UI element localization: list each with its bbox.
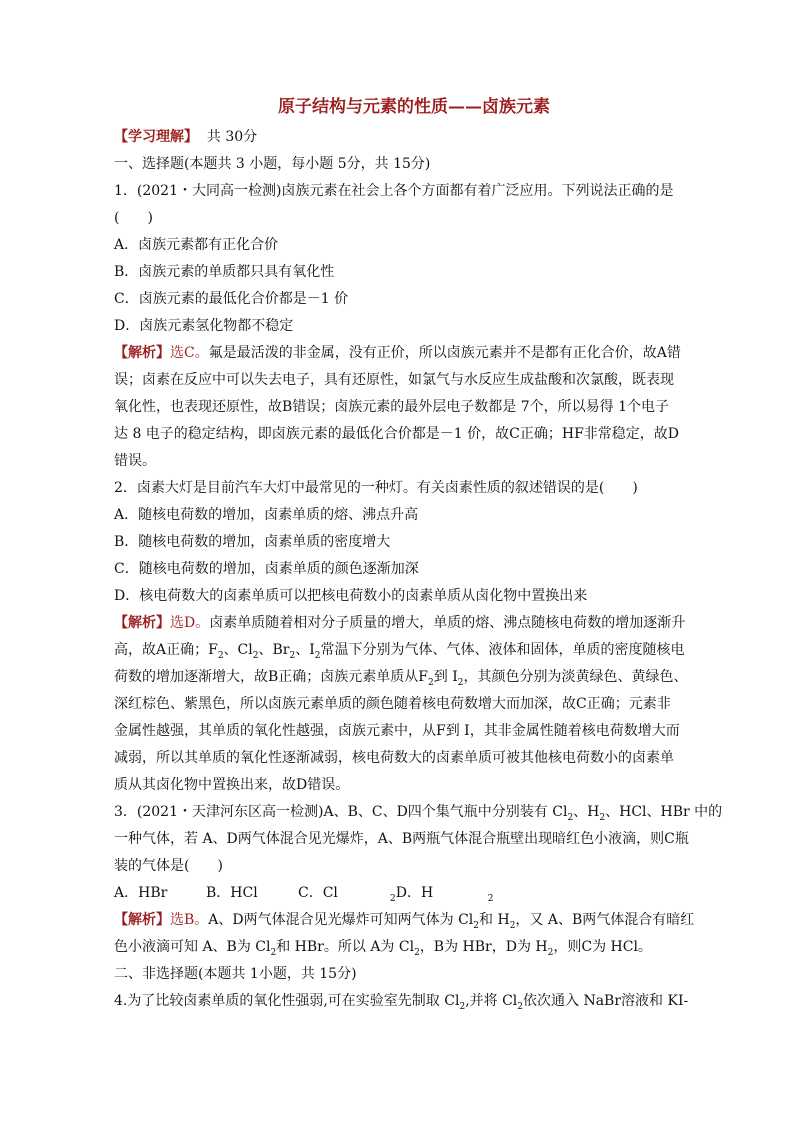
page-title: 原子结构与元素的性质——卤族元素 — [278, 97, 550, 117]
q3-answer: 选B。 — [170, 912, 209, 928]
q1-expl-line-5: 错误。 — [114, 453, 156, 469]
subscript: 2 — [487, 893, 494, 904]
subscript: 2 — [473, 920, 480, 931]
q3-expl-line-2 — [114, 934, 684, 961]
q1-option-d: D．卤族元素氢化物都不稳定 — [114, 318, 294, 334]
q2-option-d: D．核电荷数大的卤素单质可以把核电荷数小的卤素单质从卤化物中置换出来 — [114, 588, 588, 604]
q3-option-a: A．HBr — [114, 885, 168, 901]
q3-option-d-text: D．H — [395, 885, 434, 901]
q1-explanation-line — [114, 340, 684, 367]
q3-stem-line-3: 装的气体是( ) — [114, 858, 223, 874]
q2-expl-seg: 高，故A正确；F — [114, 642, 218, 658]
q3-stem-seg: 3．(2021・天津河东区高一检测)A、B、C、D四个集气瓶中分别装有 Cl — [114, 804, 568, 820]
q2-expl-line-2 — [114, 637, 684, 664]
q2-option-a: A．随核电荷数的增加，卤素单质的熔、沸点升高 — [114, 507, 419, 523]
q3-stem-seg: 、HCl、HBr 中的 — [605, 804, 723, 820]
q2-expl-line-5: 金属性越强，其单质的氧化性越强，卤族元素中，从F到 I，其非金属性随着核电荷数增大而 — [114, 723, 680, 739]
section-tag: 【学习理解】 — [114, 129, 198, 145]
q1-expl-text: 氟是最活泼的非金属，没有正价，所以卤族元素并不是都有正化合价，故A错 — [208, 345, 681, 361]
q2-expl-seg: 、I — [295, 642, 315, 658]
subscript: 2 — [217, 650, 224, 661]
q1-option-b: B．卤族元素的单质都只具有氧化性 — [114, 264, 335, 280]
q3-option-d — [396, 880, 494, 907]
subscript: 2 — [414, 947, 420, 958]
q1-expl-line-4: 达 8 电子的稳定结构，即卤族元素的最低化合价都是－1 价，故C正确；HF非常稳定，故D — [114, 426, 680, 442]
subscript: 2 — [459, 1001, 466, 1012]
q4-stem-seg: 4.为了比较卤素单质的氧化性强弱,可在实验室先制取 Cl — [114, 993, 460, 1009]
subscript: 2 — [599, 812, 606, 823]
explanation-tag: 【解析】 — [114, 345, 170, 361]
subscript: 2 — [547, 947, 554, 958]
q2-expl-line-3 — [114, 664, 688, 691]
q2-expl-line-6: 减弱，所以其单质的氧化性逐渐减弱，核电荷数大的卤素单质可被其他核电荷数小的卤素单 — [114, 750, 674, 766]
q3-option-b: B．HCl — [206, 885, 258, 901]
subscript: 2 — [567, 812, 574, 823]
subscript: 2 — [390, 893, 396, 904]
q2-expl-line-7: 质从其卤化物中置换出来，故D错误。 — [114, 777, 350, 793]
section-score: 共 30分 — [206, 129, 258, 145]
subscript: 2 — [428, 677, 434, 688]
subscript: 2 — [252, 650, 259, 661]
q3-stem-seg: 、H — [573, 804, 600, 820]
q2-expl-line-4: 深红棕色、紫黑色，所以卤族元素单质的颜色随着核电荷数增大而加深，故C正确；元素非 — [114, 696, 671, 712]
q3-expl-seg: ，B为 HBr，D为 H — [419, 939, 548, 955]
subscript: 2 — [457, 677, 464, 688]
q4-stem-seg: ,并将 Cl — [465, 993, 518, 1009]
subscript: 2 — [289, 650, 296, 661]
q2-expl-seg: 荷数的增加逐渐增大，故B正确；卤族元素单质从F — [114, 669, 429, 685]
q3-expl-seg: ，又 A、B两气体混合有暗红 — [515, 912, 695, 928]
q4-stem-line-1 — [114, 988, 689, 1015]
explanation-tag: 【解析】 — [114, 615, 170, 631]
q1-stem-blank: ( ) — [114, 210, 153, 226]
subscript: 2 — [314, 650, 321, 661]
q3-expl-seg: ，则C为 HCl。 — [553, 939, 652, 955]
q1-stem: 1．(2021・大同高一检测)卤族元素在社会上各个方面都有着广泛应用。下列说法正确的是 — [114, 183, 674, 199]
q1-option-a: A．卤族元素都有正化合价 — [114, 237, 279, 253]
q2-explanation-line — [114, 610, 684, 637]
q2-expl-seg: 、Br — [258, 642, 290, 658]
q2-expl-seg: 常温下分别为气体、气体、液体和固体，单质的密度随核电 — [320, 642, 685, 658]
document-page — [114, 92, 723, 1015]
q2-stem: 2．卤素大灯是目前汽车大灯中最常见的一种灯。有关卤素性质的叙述错误的是( ) — [114, 480, 638, 496]
q2-answer: 选D。 — [170, 615, 210, 631]
explanation-tag: 【解析】 — [114, 912, 170, 928]
subscript: 2 — [270, 947, 277, 958]
subscript: 2 — [509, 920, 516, 931]
q2-option-c: C．随核电荷数的增加，卤素单质的颜色逐渐加深 — [114, 561, 419, 577]
q3-option-c — [298, 880, 396, 907]
q3-expl-seg: 色小液滴可知 A、B为 Cl — [114, 939, 271, 955]
q2-expl-text: 卤素单质随着相对分子质量的增大，单质的熔、沸点随核电荷数的增加逐渐升 — [209, 615, 686, 631]
q1-expl-line-3: 氧化性，也表现还原性，故B错误；卤族元素的最外层电子数都是 7个，所以易得 1个电子 — [114, 399, 670, 415]
q2-expl-seg: ，其颜色分别为淡黄绿色、黄绿色、 — [463, 669, 688, 685]
q2-expl-seg: 、Cl — [223, 642, 253, 658]
q3-expl-seg: 和 H — [479, 912, 510, 928]
subscript: 2 — [517, 1001, 524, 1012]
q4-stem-seg: 依次通入 NaBr溶液和 KI- — [523, 993, 689, 1009]
q1-answer: 选C。 — [170, 345, 209, 361]
q3-stem-line-1 — [114, 799, 723, 826]
section-1-heading: 一、选择题(本题共 3 小题，每小题 5分，共 15分) — [114, 156, 431, 172]
q3-expl-seg: 和 HBr。所以 A为 Cl — [276, 939, 415, 955]
section-2-heading: 二、非选择题(本题共 1小题，共 15分) — [114, 966, 357, 982]
q3-stem-line-2: 一种气体，若 A、D两气体混合见光爆炸，A、B两瓶气体混合瓶壁出现暗红色小液滴，则C瓶 — [114, 831, 689, 847]
q3-options — [114, 880, 684, 907]
q1-expl-line-2: 误；卤素在反应中可以失去电子，具有还原性，如氯气与水反应生成盐酸和次氯酸，既表现 — [114, 372, 674, 388]
q3-explanation-line — [114, 907, 695, 934]
q2-option-b: B．随核电荷数的增加，卤素单质的密度增大 — [114, 534, 391, 550]
section-header — [114, 124, 684, 151]
q3-expl-seg: A、D两气体混合见光爆炸可知两气体为 Cl — [208, 912, 474, 928]
q3-option-c-text: C．Cl — [298, 885, 338, 901]
q2-expl-seg: 到 I — [433, 669, 458, 685]
q1-option-c: C．卤族元素的最低化合价都是－1 价 — [114, 291, 349, 307]
